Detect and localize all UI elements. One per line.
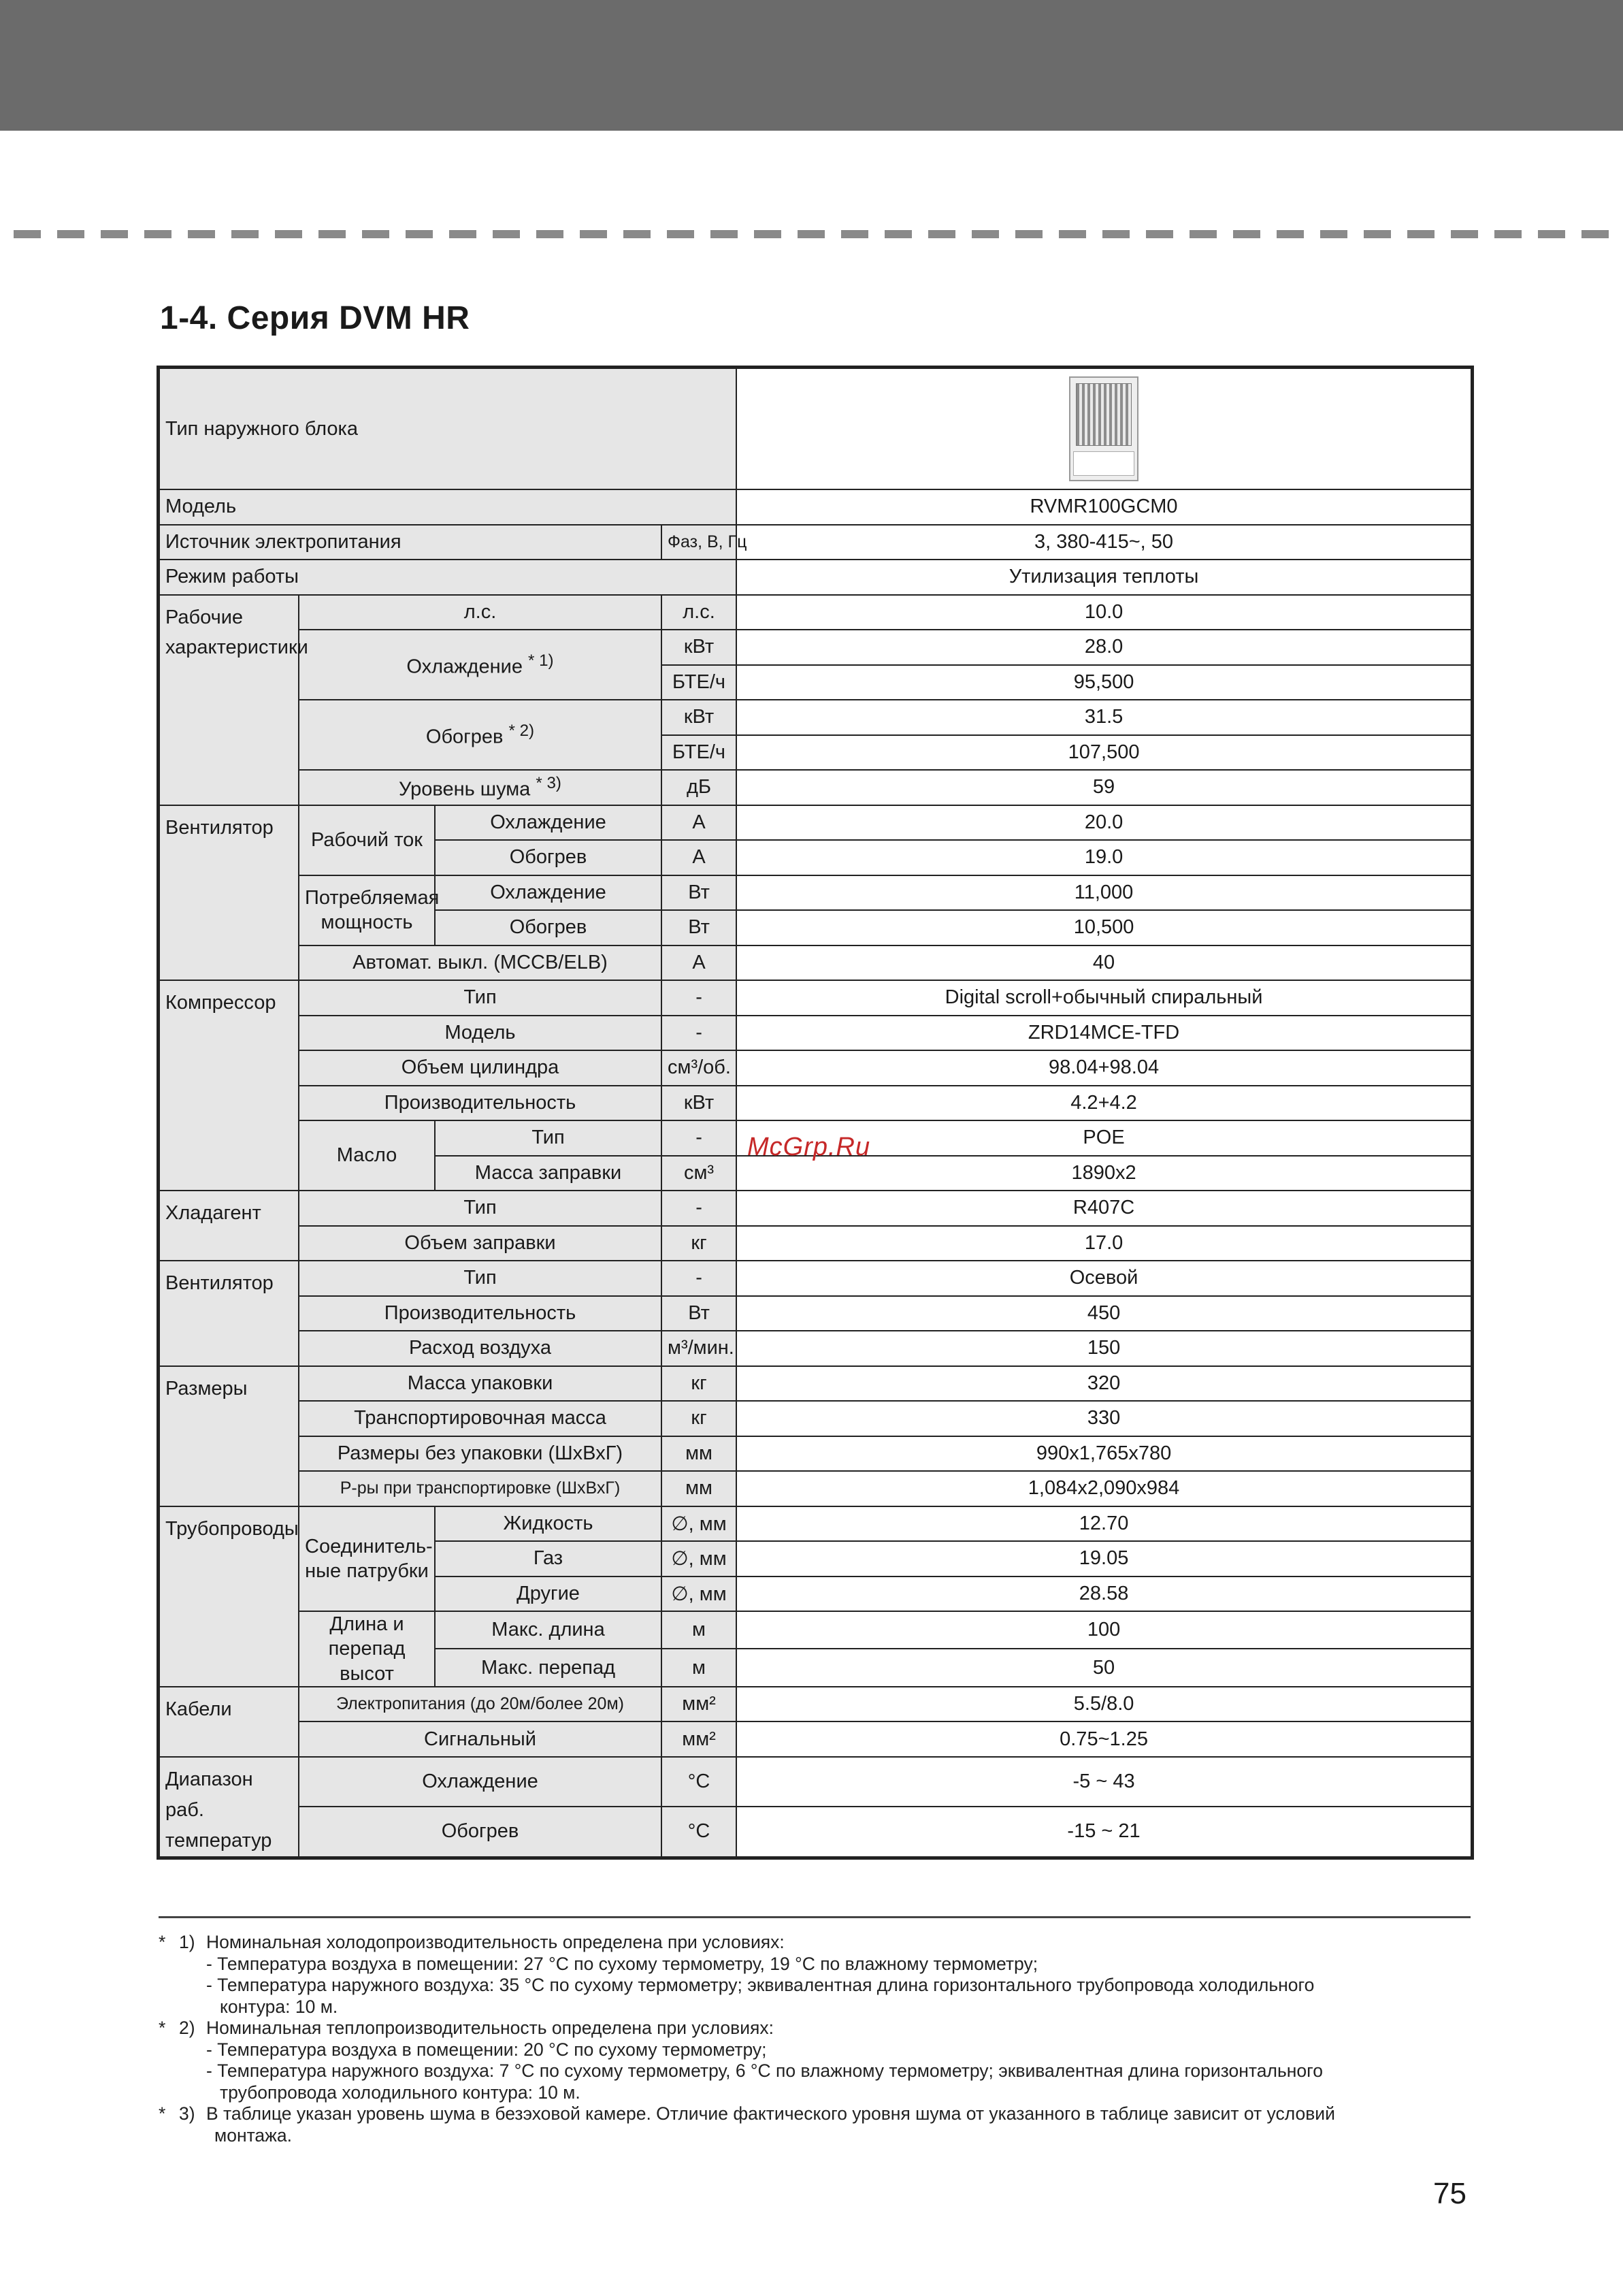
oil-charge-unit: см³ — [661, 1156, 736, 1191]
table-row — [159, 630, 1471, 665]
piping-group: Трубопроводы — [159, 1506, 299, 1687]
noise-unit: дБ — [661, 770, 736, 805]
breaker-label: Автомат. выкл. (MCCB/ELB) — [299, 945, 661, 981]
current-heat-unit: А — [661, 840, 736, 875]
other-value: 28.58 — [736, 1577, 1471, 1612]
footnote-2-title: * 2) Номинальная теплопроизводительность определена при условиях: — [159, 2018, 774, 2038]
comp-model-label: Модель — [299, 1016, 661, 1051]
oil-type-label: Тип — [435, 1120, 661, 1156]
table-row — [159, 368, 1471, 489]
cool-btu-value: 95,500 — [736, 665, 1471, 700]
fan-type-label: Тип — [299, 1261, 661, 1296]
max-diff-unit: м — [661, 1649, 736, 1686]
power-heat-unit: Вт — [661, 910, 736, 945]
dimensions-group: Размеры — [159, 1366, 299, 1506]
table-row — [159, 945, 1471, 981]
current-cool-unit: А — [661, 805, 736, 841]
temp-group: Диапазон раб. температур — [159, 1757, 299, 1857]
cable-signal-unit: мм² — [661, 1721, 736, 1757]
comp-type-label: Тип — [299, 980, 661, 1016]
breaker-value: 40 — [736, 945, 1471, 981]
comp-cap-unit: кВт — [661, 1086, 736, 1121]
length-label: Длина и перепад высот — [299, 1611, 435, 1687]
temp-heat-value: -15 ~ 21 — [736, 1807, 1471, 1856]
fan-air-unit: м³/мин. — [661, 1331, 736, 1366]
table-row — [159, 1086, 1471, 1121]
ref-type-value: R407C — [736, 1191, 1471, 1226]
footnote-1-title: * 1) Номинальная холодопроизводительность определена при условиях: — [159, 1932, 785, 1952]
table-row — [159, 1401, 1471, 1436]
net-dim-unit: мм — [661, 1436, 736, 1472]
power-cool-value: 11,000 — [736, 875, 1471, 911]
other-unit: ∅, мм — [661, 1577, 736, 1612]
outdoor-unit-image — [736, 368, 1471, 489]
table-row — [159, 770, 1471, 805]
page-title: 1-4. Серия DVM HR — [160, 300, 470, 336]
cooling-label: Охлаждение $^{* 1)}$ — [299, 630, 661, 700]
heating-label: Обогрев $^{* 2)}$ — [299, 700, 661, 770]
hp-label: л.с. — [299, 595, 661, 630]
note-ref: * 3) — [536, 773, 561, 792]
hp-value: 10.0 — [736, 595, 1471, 630]
gas-label: Газ — [435, 1541, 661, 1577]
table-row — [159, 595, 1471, 630]
footnote-1-a: - Температура воздуха в помещении: 27 °C по сухому термометру, 19 °C по влажному термометру; — [206, 1953, 1038, 1974]
footnote-2-b2: трубопровода холодильного контура: 10 м. — [220, 2082, 580, 2103]
max-diff-label: Макс. перепад — [435, 1649, 661, 1686]
comp-cap-label: Производительность — [299, 1086, 661, 1121]
comp-model-value: ZRD14MCE-TFD — [736, 1016, 1471, 1051]
mode-label: Режим работы — [159, 560, 736, 595]
current-cool-label: Охлаждение — [435, 805, 661, 841]
heat-kw-unit: кВт — [661, 700, 736, 735]
comp-cyl-label: Объем цилиндра — [299, 1050, 661, 1086]
cable-signal-label: Сигнальный — [299, 1721, 661, 1757]
table-row — [159, 875, 1471, 911]
fan-cap-unit: Вт — [661, 1296, 736, 1331]
table-row — [159, 1016, 1471, 1051]
hp-unit: л.с. — [661, 595, 736, 630]
heat-btu-value: 107,500 — [736, 735, 1471, 771]
mode-value: Утилизация теплоты — [736, 560, 1471, 595]
compressor-group: Компрессор — [159, 980, 299, 1191]
cables-group: Кабели — [159, 1687, 299, 1757]
liquid-value: 12.70 — [736, 1506, 1471, 1542]
table-row — [159, 1366, 1471, 1402]
footnote-2-b: - Температура наружного воздуха: 7 °C по сухому термометру, 6 °C по влажному термометру; эквивалентная длина горизонтального — [206, 2060, 1323, 2081]
temp-cool-unit: °C — [661, 1757, 736, 1807]
ship-mass-label: Транспортировочная масса — [299, 1401, 661, 1436]
header-bar — [0, 0, 1623, 131]
temp-cool-value: -5 ~ 43 — [736, 1757, 1471, 1807]
connection-label: Соединитель-ные патрубки — [299, 1506, 435, 1612]
noise-value: 59 — [736, 770, 1471, 805]
liquid-label: Жидкость — [435, 1506, 661, 1542]
table-row — [159, 1436, 1471, 1472]
max-length-label: Макс. длина — [435, 1611, 661, 1649]
power-heat-label: Обогрев — [435, 910, 661, 945]
dashed-divider — [14, 230, 1623, 238]
noise-label: Уровень шума $^{* 3)}$ — [299, 770, 661, 805]
ship-mass-value: 330 — [736, 1401, 1471, 1436]
ref-type-unit: - — [661, 1191, 736, 1226]
table-row — [159, 805, 1471, 841]
table-row — [159, 1687, 1471, 1722]
heat-kw-value: 31.5 — [736, 700, 1471, 735]
table-row — [159, 1506, 1471, 1542]
ship-dim-label: Р-ры при транспортировке (ШхВхГ) — [299, 1471, 661, 1506]
power-cool-label: Охлаждение — [435, 875, 661, 911]
fan-cap-value: 450 — [736, 1296, 1471, 1331]
note-ref: * 1) — [528, 651, 554, 670]
gas-unit: ∅, мм — [661, 1541, 736, 1577]
power-value: 3, 380-415~, 50 — [736, 525, 1471, 560]
footnote-2-a: - Температура воздуха в помещении: 20 °C по сухому термометру; — [206, 2039, 767, 2060]
temp-heat-label: Обогрев — [299, 1807, 661, 1856]
power-cool-unit: Вт — [661, 875, 736, 911]
comp-model-unit: - — [661, 1016, 736, 1051]
table-row — [159, 700, 1471, 735]
power-unit: Фаз, В, Гц — [661, 525, 736, 560]
ref-charge-label: Объем заправки — [299, 1226, 661, 1261]
oil-type-value: POE — [736, 1120, 1471, 1156]
max-length-unit: м — [661, 1611, 736, 1649]
liquid-unit: ∅, мм — [661, 1506, 736, 1542]
table-row — [159, 1191, 1471, 1226]
temp-cool-label: Охлаждение — [299, 1757, 661, 1807]
note-ref: * 2) — [508, 721, 535, 740]
net-dim-label: Размеры без упаковки (ШхВхГ) — [299, 1436, 661, 1472]
model-label: Модель — [159, 489, 736, 525]
oil-type-unit: - — [661, 1120, 736, 1156]
cable-power-label: Электропитания (до 20м/более 20м) — [299, 1687, 661, 1722]
fan-type-unit: - — [661, 1261, 736, 1296]
comp-type-unit: - — [661, 980, 736, 1016]
table-row — [159, 1261, 1471, 1296]
ship-dim-value: 1,084x2,090x984 — [736, 1471, 1471, 1506]
table-row — [159, 1471, 1471, 1506]
ref-charge-unit: кг — [661, 1226, 736, 1261]
power-label: Источник электропитания — [159, 525, 661, 560]
temp-heat-unit: °C — [661, 1807, 736, 1856]
table-row — [159, 525, 1471, 560]
power-consumption-label: Потребляемая мощность — [299, 875, 435, 945]
ship-dim-unit: мм — [661, 1471, 736, 1506]
table-row — [159, 1226, 1471, 1261]
oil-charge-value: 1890x2 — [736, 1156, 1471, 1191]
table-row — [159, 1807, 1471, 1856]
table-row — [159, 1757, 1471, 1807]
refrigerant-group: Хладагент — [159, 1191, 299, 1261]
pack-mass-label: Масса упаковки — [299, 1366, 661, 1402]
oil-label: Масло — [299, 1120, 435, 1191]
footnotes — [159, 1932, 1471, 2146]
pack-mass-value: 320 — [736, 1366, 1471, 1402]
table-row — [159, 560, 1471, 595]
table-row — [159, 1721, 1471, 1757]
fan-type-value: Осевой — [736, 1261, 1471, 1296]
cool-kw-value: 28.0 — [736, 630, 1471, 665]
footnote-3-b: монтажа. — [214, 2124, 292, 2146]
page-number: 75 — [1433, 2177, 1466, 2210]
table-row — [159, 1611, 1471, 1649]
outdoor-type-label: Тип наружного блока — [159, 368, 736, 489]
ref-charge-value: 17.0 — [736, 1226, 1471, 1261]
gas-value: 19.05 — [736, 1541, 1471, 1577]
cable-signal-value: 0.75~1.25 — [736, 1721, 1471, 1757]
current-heat-value: 19.0 — [736, 840, 1471, 875]
cable-power-value: 5.5/8.0 — [736, 1687, 1471, 1722]
comp-type-value: Digital scroll+обычный спиральный — [736, 980, 1471, 1016]
fan-air-value: 150 — [736, 1331, 1471, 1366]
outdoor-unit-icon — [1069, 376, 1138, 481]
cool-btu-unit: БТЕ/ч — [661, 665, 736, 700]
oil-charge-label: Масса заправки — [435, 1156, 661, 1191]
fan-air-label: Расход воздуха — [299, 1331, 661, 1366]
comp-cyl-value: 98.04+98.04 — [736, 1050, 1471, 1086]
cable-power-unit: мм² — [661, 1687, 736, 1722]
current-cool-value: 20.0 — [736, 805, 1471, 841]
spec-table — [159, 368, 1472, 1858]
fan-group: Вентилятор — [159, 1261, 299, 1366]
comp-cap-value: 4.2+4.2 — [736, 1086, 1471, 1121]
pack-mass-unit: кг — [661, 1366, 736, 1402]
power-heat-value: 10,500 — [736, 910, 1471, 945]
ship-mass-unit: кг — [661, 1401, 736, 1436]
ref-type-label: Тип — [299, 1191, 661, 1226]
footnote-3: * 3) В таблице указан уровень шума в безэховой камере. Отличие фактического уровня шума от указанного в таблице зависит от условий — [159, 2103, 1335, 2124]
current-label: Рабочий ток — [299, 805, 435, 875]
footnote-1-b2: контура: 10 м. — [220, 1996, 338, 2017]
table-row — [159, 1050, 1471, 1086]
perf-group: Рабочие характеристики — [159, 595, 299, 805]
breaker-unit: А — [661, 945, 736, 981]
cool-kw-unit: кВт — [661, 630, 736, 665]
model-value: RVMR100GCM0 — [736, 489, 1471, 525]
table-row — [159, 489, 1471, 525]
watermark: McGrp.Ru — [747, 1133, 871, 1161]
max-length-value: 100 — [736, 1611, 1471, 1649]
fan-cap-label: Производительность — [299, 1296, 661, 1331]
net-dim-value: 990x1,765x780 — [736, 1436, 1471, 1472]
table-row — [159, 980, 1471, 1016]
comp-cyl-unit: см³/об. — [661, 1050, 736, 1086]
table-row — [159, 1331, 1471, 1366]
max-diff-value: 50 — [736, 1649, 1471, 1686]
table-row — [159, 1296, 1471, 1331]
other-label: Другие — [435, 1577, 661, 1612]
footnote-1-b: - Температура наружного воздуха: 35 °C по сухому термометру; эквивалентная длина горизонтального трубопровода холодильного — [206, 1975, 1315, 1995]
footnote-rule — [159, 1916, 1471, 1918]
fan-elec-group: Вентилятор — [159, 805, 299, 981]
current-heat-label: Обогрев — [435, 840, 661, 875]
heat-btu-unit: БТЕ/ч — [661, 735, 736, 771]
